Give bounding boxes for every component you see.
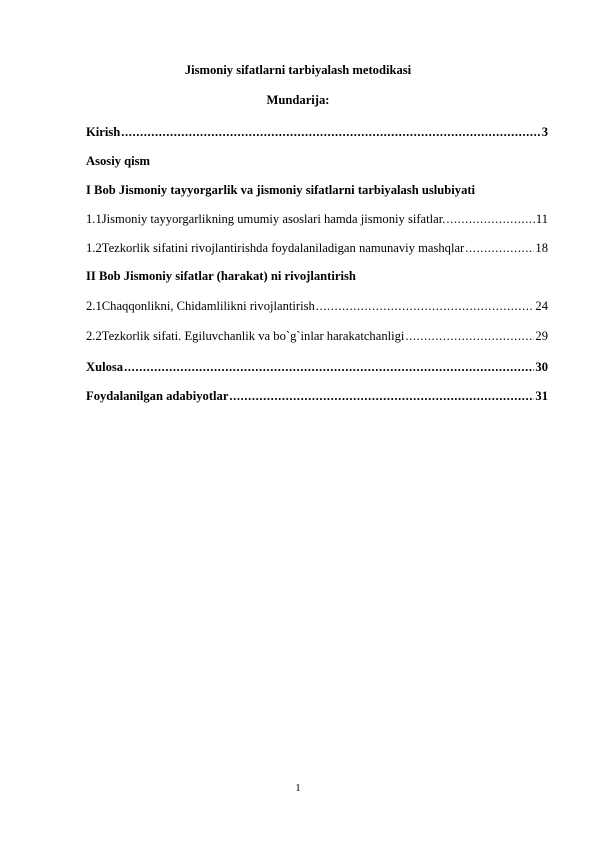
toc-entry-1-1: [86, 211, 548, 227]
toc-leader: [446, 211, 534, 227]
toc-page: 18: [535, 241, 548, 255]
toc-label: Tezkorlik sifatini rivojlantirishda foydalaniladigan namunaviy mashqlar: [101, 241, 465, 255]
toc-entry-1-2: [86, 240, 548, 256]
toc-leader: [405, 328, 534, 344]
toc-number: 1.1: [86, 212, 102, 226]
toc-entry-2-2: [86, 328, 548, 344]
toc-label: Foydalanilgan adabiyotlar: [86, 389, 229, 403]
toc-label: Xulosa: [86, 360, 124, 374]
toc-label: Tezkorlik sifati. Egiluvchanlik va bo`g`inlar harakatchanligi: [101, 329, 405, 343]
toc-label: Chaqqonlikni, Chidamlilikni rivojlantirish: [101, 299, 315, 313]
toc-label: Kirish: [86, 125, 121, 139]
chapter-1-heading: I Bob Jismoniy tayyorgarlik va jismoniy sifatlarni tarbiyalash uslubiyati: [86, 183, 476, 197]
toc-leader: [316, 298, 535, 314]
contents-heading: Mundarija:: [266, 93, 330, 107]
toc-entry-intro: [86, 124, 548, 140]
toc-label: Jismoniy tayyorgarlikning umumiy asoslari hamda jismoniy sifatlar.: [101, 212, 446, 226]
toc-page: 11: [535, 212, 548, 226]
toc-entry-references: [86, 388, 548, 404]
toc-page: 24: [535, 299, 548, 313]
toc-page: 30: [535, 360, 548, 374]
toc-entry-conclusion: [86, 359, 548, 375]
toc-number: 1.2: [86, 241, 102, 255]
chapter-2-heading: II Bob Jismoniy sifatlar (harakat) ni rivojlantirish: [86, 269, 356, 283]
toc-leader: [121, 124, 540, 140]
toc-leader: [465, 240, 534, 256]
toc-entry-2-1: [86, 298, 548, 314]
toc-number: 2.1: [86, 299, 102, 313]
main-part-heading: Asosiy qism: [86, 154, 151, 168]
toc-number: 2.2: [86, 329, 102, 343]
page-number: 1: [295, 782, 301, 794]
toc-page: 31: [535, 389, 548, 403]
toc-leader: [229, 388, 534, 404]
toc-page: 29: [535, 329, 548, 343]
document-title: Jismoniy sifatlarni tarbiyalash metodikasi: [184, 63, 412, 77]
toc-leader: [124, 359, 534, 375]
toc-page: 3: [541, 125, 548, 139]
